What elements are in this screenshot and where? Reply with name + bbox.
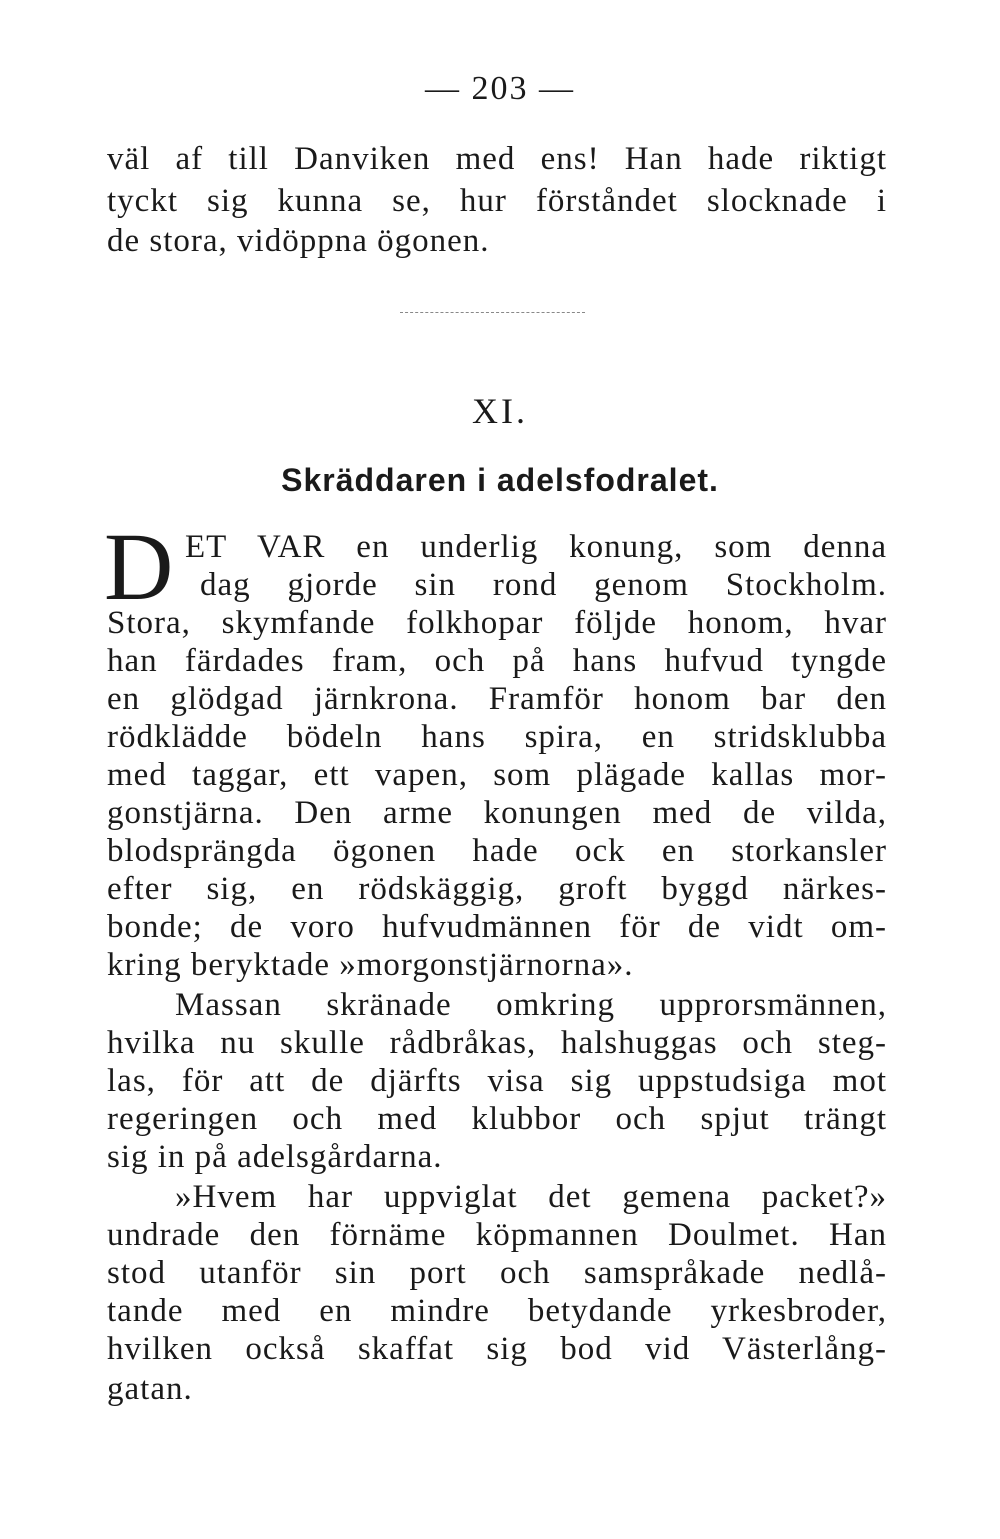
text-line: stod utanför sin port och samspråkade nedlå- <box>107 1255 887 1291</box>
text-line: kring beryktade »morgonstjärnorna». <box>107 947 634 983</box>
drop-cap: D <box>104 513 174 620</box>
text-line: gatan. <box>107 1371 193 1407</box>
page-number: — 203 — <box>425 70 575 107</box>
text-line: tande med en mindre betydande yrkesbroder, <box>107 1293 887 1329</box>
text-line: en glödgad järnkrona. Framför honom bar den <box>107 681 887 717</box>
text-line: rödklädde bödeln hans spira, en stridsklubba <box>107 719 887 755</box>
chapter-title: Skräddaren i adelsfodralet. <box>281 462 719 498</box>
text-line: las, för att de djärfts visa sig uppstudsiga mot <box>107 1063 887 1099</box>
text-line: tyckt sig kunna se, hur förståndet slocknade i <box>107 183 887 219</box>
text-line: »Hvem har uppviglat det gemena packet?» <box>175 1179 887 1215</box>
text-line: bonde; de voro hufvudmännen för de vidt om- <box>107 909 887 945</box>
text-line: undrade den förnäme köpmannen Doulmet. Han <box>107 1217 887 1253</box>
text-line: väl af till Danviken med ens! Han hade riktigt <box>107 141 887 177</box>
text-line: gonstjärna. Den arme konungen med de vilda, <box>107 795 887 831</box>
section-divider <box>400 312 585 313</box>
text-line: hvilka nu skulle rådbråkas, halshuggas och steg- <box>107 1025 887 1061</box>
text-line: Massan skränade omkring upprorsmännen, <box>175 987 887 1023</box>
text-line: ET VAR en underlig konung, som denna <box>185 529 887 565</box>
chapter-number: XI. <box>472 391 528 431</box>
text-line: med taggar, ett vapen, som plägade kallas mor- <box>107 757 887 793</box>
text-line: hvilken också skaffat sig bod vid Västerlång- <box>107 1331 887 1367</box>
text-line: efter sig, en rödskäggig, groft byggd närkes- <box>107 871 887 907</box>
text-line: blodsprängda ögonen hade ock en storkansler <box>107 833 887 869</box>
text-line: sig in på adelsgårdarna. <box>107 1139 443 1175</box>
text-line: han färdades fram, och på hans hufvud tyngde <box>107 643 887 679</box>
text-line: dag gjorde sin rond genom Stockholm. <box>200 567 887 603</box>
text-line: de stora, vidöppna ögonen. <box>107 223 490 259</box>
text-line: regeringen och med klubbor och spjut trängt <box>107 1101 887 1137</box>
text-line: Stora, skymfande folkhopar följde honom, hvar <box>107 605 887 641</box>
